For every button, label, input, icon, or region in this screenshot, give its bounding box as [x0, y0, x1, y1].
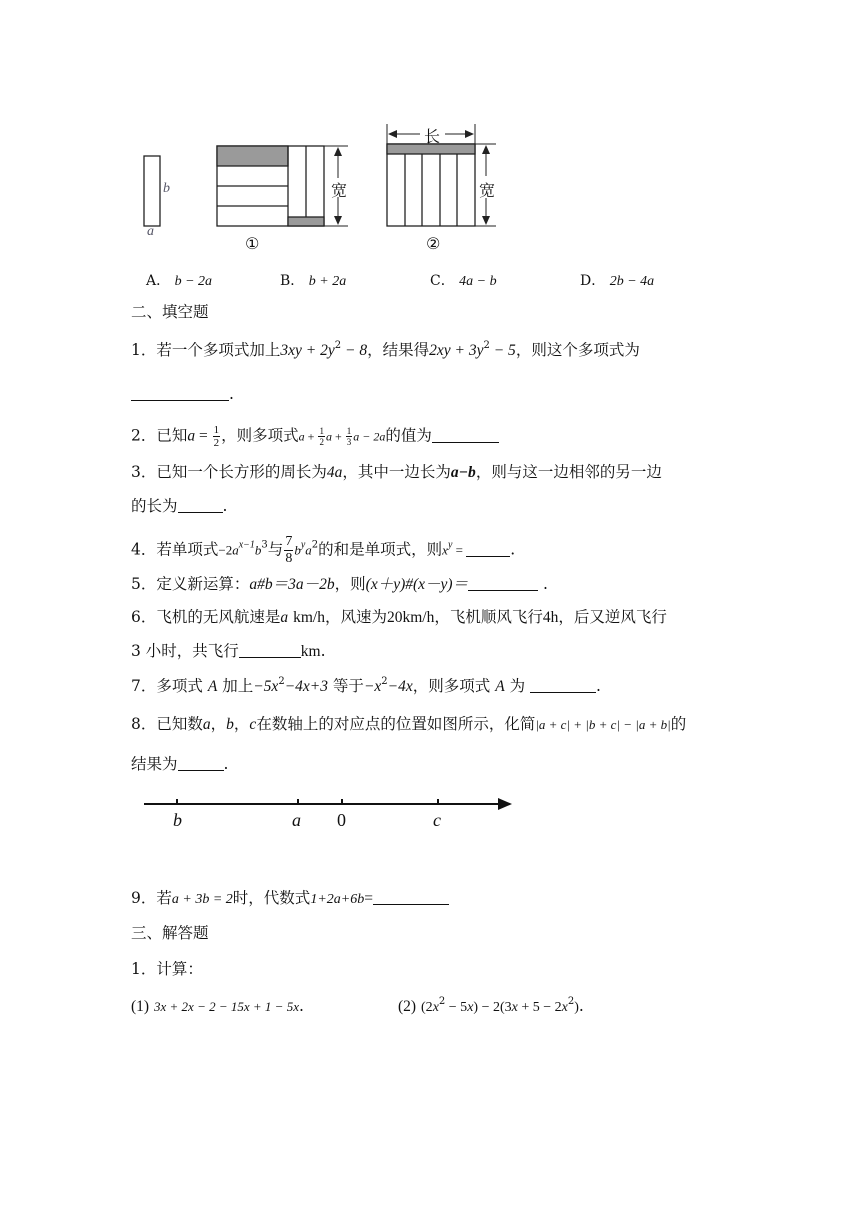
numberline-label-b: b [173, 810, 182, 830]
small-rectangle [144, 156, 160, 226]
question-3-1-part-1: (1) 3x + 2x − 2 − 15x + 1 − 5x. [131, 997, 304, 1015]
answer-blank[interactable] [178, 498, 223, 513]
answer-blank[interactable] [468, 576, 538, 591]
question-2-3-cont: 的长为 . [131, 497, 228, 515]
label-b: b [163, 181, 170, 196]
answer-blank[interactable] [466, 542, 510, 557]
question-2-1-answer: . [131, 384, 234, 404]
answer-blank[interactable] [239, 643, 301, 658]
fig1-caption: ① [245, 234, 260, 253]
answer-blank[interactable] [131, 386, 229, 401]
fig2-caption: ② [426, 234, 441, 253]
question-2-1: 1．若一个多项式加上$3xy + 2y^2 - 8$，结果得$2xy + 3y^2 - 5$，则这个多项式为 [131, 340, 640, 359]
section2-heading: 二、填空题 [131, 303, 209, 321]
question-2-7: 7．多项式 A 加上$-5x^2-4x+3$ 等于$-x^2-4x$，则多项式 A 为 . [131, 676, 601, 695]
question-2-3: 3．已知一个长方形的周长为4a，其中一边长为a−b，则与这一边相邻的另一边 [131, 463, 662, 481]
question-2-4: 4．若单项式$-2a^{x-1}b^3$与 $\frac{7}{8}$ $b^ya^2$的和是单项式，则$x^y$ = . [131, 534, 516, 566]
numberline-label-c: c [433, 810, 441, 830]
question-2-6-cont: 3 小时，共飞行 km. [131, 642, 326, 660]
label-a: a [147, 224, 154, 239]
fig2-length-label: 长 [424, 127, 441, 146]
option-d-letter: D． [580, 273, 606, 289]
option-b[interactable] [280, 270, 346, 290]
question-2-6: 6．飞机的无风航速是a km/h，风速为20km/h，飞机顺风飞行4h，后又逆风飞行 [131, 608, 667, 626]
question-2-8: 8．已知数a，b，c在数轴上的对应点的位置如图所示，化简|a + c| + |b + c| − |a + b|的 [131, 715, 687, 733]
answer-blank[interactable] [530, 678, 596, 693]
question-3-1: 1．计算： [131, 960, 203, 978]
fig2-width-label: 宽 [479, 181, 496, 200]
figure-2 [387, 124, 496, 226]
figure-1 [217, 146, 348, 226]
question-2-9: 9．若a + 3b = 2时，代数式1+2a+6b= [131, 888, 449, 910]
fig1-width-label: 宽 [331, 181, 348, 200]
section3-heading: 三、解答题 [131, 924, 209, 942]
numberline-label-a: a [292, 810, 301, 830]
option-c-expr: 4a − b [459, 274, 497, 289]
option-a-expr: b − 2a [174, 274, 213, 289]
option-d-expr: 2b − 4a [609, 274, 655, 289]
answer-blank[interactable] [373, 890, 449, 905]
option-c[interactable] [430, 270, 497, 290]
question-3-1-part-2: (2) $(2x^2 - 5x) - 2(3x + 5 - 2x^2)$. [398, 996, 584, 1015]
numberline-label-zero: 0 [337, 810, 346, 830]
option-c-letter: C． [430, 273, 455, 289]
answer-blank[interactable] [432, 428, 499, 443]
question-2-8-cont: 结果为 . [131, 755, 229, 773]
question-2-2: 2．已知a = $\frac{1}{2}$ ，则多项式a + $\frac{1}{2}$ a + $\frac{1}{3}$ a − 2a的值为 [131, 424, 499, 449]
option-b-letter: B． [280, 273, 305, 289]
number-line [140, 790, 520, 840]
option-d[interactable] [580, 270, 654, 290]
question-2-5: 5．定义新运算：a#b＝3a－2b，则(x＋y)#(x－y)＝ . [131, 575, 548, 593]
option-b-expr: b + 2a [308, 274, 347, 289]
option-a-letter: A． [146, 273, 171, 289]
answer-blank[interactable] [178, 756, 224, 771]
option-a[interactable] [146, 270, 212, 290]
